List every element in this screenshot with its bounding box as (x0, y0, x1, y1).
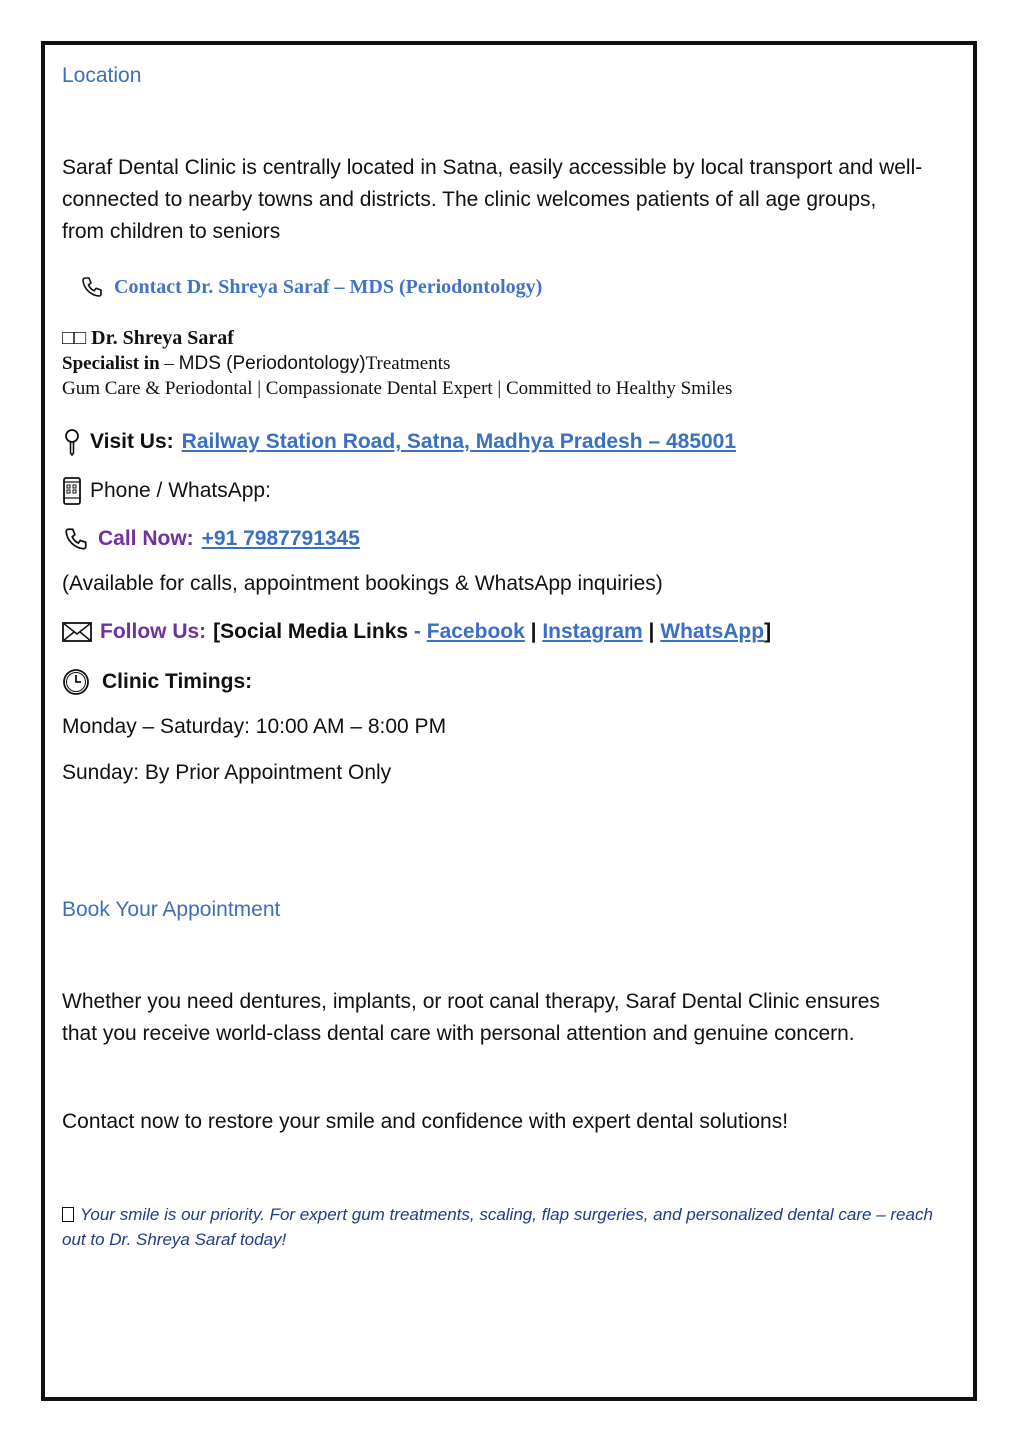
timings-label: Clinic Timings: (102, 670, 253, 693)
separator-1: | (524, 620, 543, 643)
whatsapp-link[interactable]: WhatsApp (660, 620, 765, 643)
social-media-label: Social Media Links (220, 620, 409, 643)
address-link[interactable]: Railway Station Road, Satna, Madhya Pradesh – 485001 (181, 430, 737, 453)
location-heading: Location (62, 64, 142, 87)
contact-heading (80, 275, 542, 299)
book-paragraph (62, 986, 962, 1050)
specialist-tail: Treatments (365, 353, 451, 374)
book-paragraph-line-2: that you receive world-class dental care with personal attention and genuine concern. (62, 1022, 855, 1045)
phone-line (62, 477, 271, 505)
clock-icon (62, 668, 90, 696)
sunday-hours: Sunday: By Prior Appointment Only (62, 761, 392, 784)
facebook-link[interactable]: Facebook (426, 620, 525, 643)
timings-line (62, 668, 252, 696)
contact-heading-text: Contact Dr. Shreya Saraf – MDS (Periodontology) (114, 275, 543, 298)
phone-number-link[interactable]: +91 7987791345 (201, 527, 360, 550)
book-paragraph-line-1: Whether you need dentures, implants, or root canal therapy, Saraf Dental Clinic ensures (62, 990, 880, 1013)
specialist-label: Specialist in (62, 353, 160, 374)
doctor-tagline: Gum Care & Periodontal | Compassionate Dental Expert | Committed to Healthy Smiles (62, 378, 733, 399)
book-heading: Book Your Appointment (62, 898, 281, 921)
closing-note-line-1: Your smile is our priority. For expert gum treatments, scaling, flap surgeries, and personalized dental care – reach (80, 1205, 933, 1224)
doctor-name-line (62, 327, 234, 350)
location-paragraph-line-2: connected to nearby towns and districts. The clinic welcomes patients of all age groups, (62, 188, 877, 211)
call-to-action: Contact now to restore your smile and confidence with expert dental solutions! (62, 1110, 789, 1133)
separator-2: | (642, 620, 661, 643)
pin-icon (62, 428, 82, 456)
follow-label: Follow Us: (100, 620, 207, 643)
follow-line (62, 620, 771, 644)
weekday-hours: Monday – Saturday: 10:00 AM – 8:00 PM (62, 715, 447, 738)
call-label: Call Now: (98, 527, 194, 550)
missing-glyph-icon (62, 1207, 74, 1222)
instagram-link[interactable]: Instagram (542, 620, 643, 643)
doctor-name-prefix: □□ (62, 327, 87, 349)
location-paragraph (62, 152, 962, 248)
call-line (62, 526, 360, 552)
phone-icon (80, 275, 104, 299)
location-paragraph-line-3: from children to seniors (62, 220, 281, 243)
specialist-degree: MDS (Periodontology) (178, 353, 366, 374)
visit-label: Visit Us: (90, 430, 174, 453)
social-dash: - (408, 620, 427, 643)
availability-text: (Available for calls, appointment bookings & WhatsApp inquiries) (62, 572, 663, 595)
visit-line (62, 428, 736, 456)
location-paragraph-line-1: Saraf Dental Clinic is centrally located in Satna, easily accessible by local transport and well- (62, 156, 923, 179)
mobile-phone-icon (62, 477, 82, 505)
specialist-dash: – (159, 353, 179, 374)
phone-icon (62, 526, 90, 552)
doctor-name: Dr. Shreya Saraf (91, 327, 234, 349)
closing-note-line-2: out to Dr. Shreya Saraf today! (62, 1230, 287, 1249)
closing-note (62, 1202, 962, 1252)
phone-label: Phone / WhatsApp: (90, 479, 271, 502)
specialist-line (62, 353, 450, 375)
envelope-icon (62, 621, 92, 643)
bracket-close: ] (764, 620, 772, 643)
bracket-open: [ (213, 620, 221, 643)
